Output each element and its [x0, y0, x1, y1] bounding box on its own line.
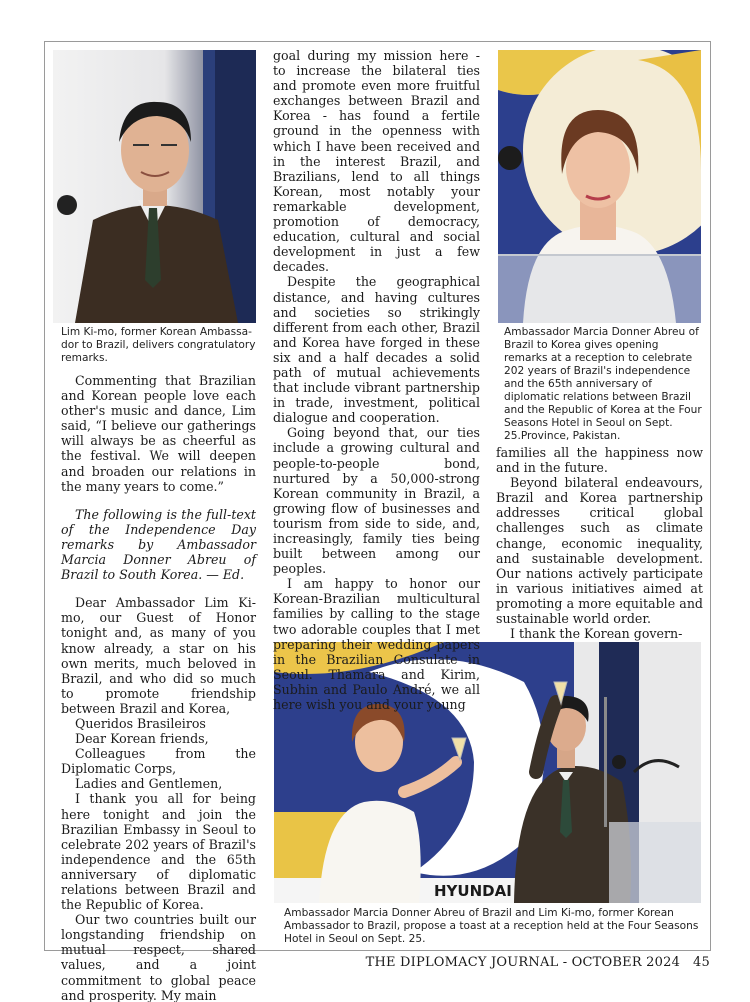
paragraph: I am happy to honor our Korean-Brazilian multicultural families by calling to the stage two adorable couples that I met preparing their wedding papers in the Brazilian Consulate in Seoul. Thamara and Kirim, Subhin and Paulo André, we all here wish you and your young [273, 576, 480, 713]
salutation: Colleagues from the Diplomatic Corps, [61, 746, 256, 777]
lim-speaking-image [53, 50, 256, 323]
page-number: 45 [693, 955, 710, 970]
paragraph: Going beyond that, our ties include a growing cultural and people-to-people bond, nurtured by a 50,000-strong Korean community in Brazil, a growing flow of businesses and tourism from side to side, and, increasingly, family ties being built between among our peoples. [273, 425, 480, 577]
paragraph: Despite the geographical distance, and having cultures and societies so strikingly different from each other, Brazil and Korea have forged in these six and a half decades a solid path of mutual achievements that include vibrant partnership in trade, investment, political dialogue and cooperation. [273, 274, 480, 426]
banner-hyundai: HYUNDAI [434, 882, 512, 900]
column-right [496, 445, 703, 641]
salutation: Ladies and Gentlemen, [75, 776, 223, 792]
paragraph: Beyond bilateral endeavours, Brazil and Korea partnership addresses critical global challenges such as climate change, economic inequality, and sustainable development. Our nations actively participate in various initiatives aimed at promoting a more equitable and sustainable world order. [496, 475, 703, 627]
paragraph: I thank you all for being here tonight and join the Brazilian Embassy in Seoul to celebrate 202 years of Brazil's independence and the 65th anniversary of diplomatic relations between Brazil and the Republic of Korea. [61, 791, 256, 913]
paragraph: families all the happiness now and in the future. [496, 445, 703, 476]
editor-note: The following is the full-text of the Independence Day remarks by Ambassador Marcia Donner Abreu of Brazil to South Korea. — Ed. [61, 506, 256, 583]
salutation: Queridos Brasileiros [75, 715, 206, 731]
paragraph: Our two countries built our longstanding friendship on mutual respect, shared values, and a joint commitment to global peace and prosperity. My main [61, 912, 256, 1002]
photo-ambassador-speaking [498, 50, 701, 323]
column-middle [273, 48, 480, 712]
ambassador-speaking-image [498, 50, 701, 323]
photo-lim-ki-mo [53, 50, 256, 323]
column-left [61, 373, 256, 1002]
toast-photo-caption: Ambassador Marcia Donner Abreu of Brazil and Lim Ki-mo, former Korean Ambassador to Brazil, propose a toast at a reception held at the Four Seasons Hotel in Seoul on Sept. 25. [284, 907, 699, 945]
journal-issue: THE DIPLOMACY JOURNAL - OCTOBER 2024 [365, 955, 681, 970]
paragraph: Commenting that Brazilian and Korean people love each other's music and dance, Lim said, “I believe our gatherings will always be as cheerful as the festival. We will deepen and broaden our relations in the many years to come.” [61, 373, 256, 494]
paragraph: I thank the Korean govern- [510, 626, 683, 642]
page-footer [366, 955, 710, 970]
ambassador-photo-caption: Ambassador Marcia Donner Abreu of Brazil to Korea gives opening remarks at a reception to celebrate 202 years of Brazil's independence and the 65th anniversary of diplomatic relations between Brazil and the Republic of Korea at the Four Seasons Hotel in Seoul on Sept. 25.Province, Pakistan. [504, 326, 702, 442]
paragraph: goal during my mission here - to increase the bilateral ties and promote even more fruitful exchanges between Brazil and Korea - has found a fertile ground in the openness with which I have been received and in the interest Brazil, and Brazilians, lend to all things Korean, most notably your remarkable development, promotion of democracy, education, cultural and social development in just a few decades. [273, 48, 480, 275]
paragraph: Dear Ambassador Lim Ki-mo, our Guest of Honor tonight and, as many of you know already, a star on his own merits, much beloved in Brazil, and who did so much to promote friendship between Brazil and Korea, [61, 595, 256, 716]
lim-photo-caption: Lim Ki-mo, former Korean Ambassa-dor to Brazil, delivers congratulatory remarks. [61, 326, 256, 364]
salutation: Dear Korean friends, [75, 731, 209, 747]
